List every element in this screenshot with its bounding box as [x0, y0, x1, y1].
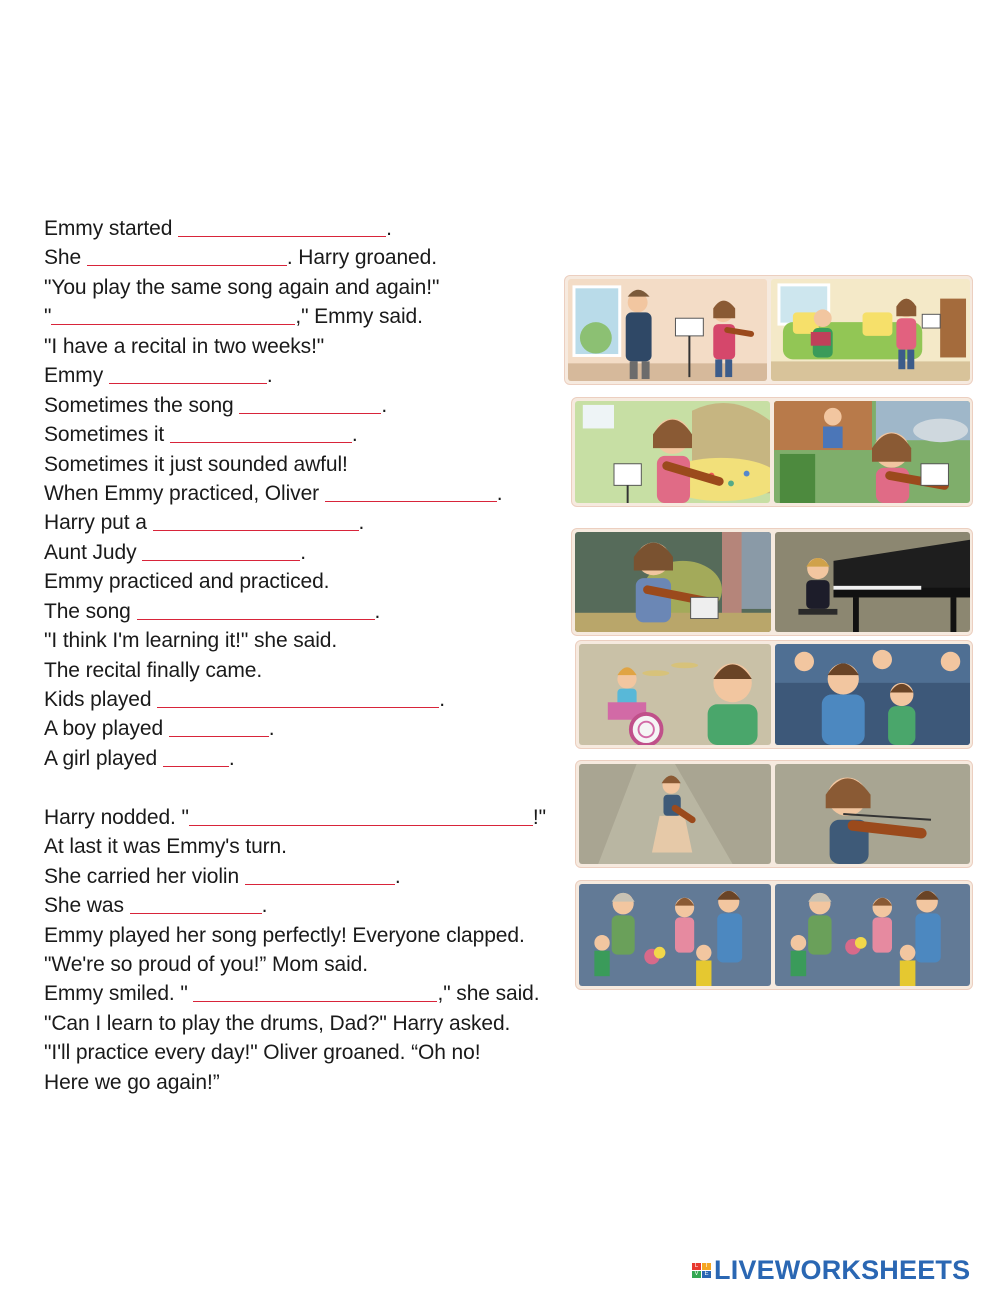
answer-blank[interactable] [325, 481, 497, 502]
story-line [44, 508, 584, 537]
emmy-violin-night-image [575, 532, 771, 632]
story-line-text: Here we go again!” [44, 1070, 220, 1094]
story-line [44, 656, 584, 685]
story-line-text: !" [532, 805, 546, 829]
story-line [44, 1009, 584, 1038]
illustration-row-3 [571, 528, 973, 636]
story-line-text: "You play the same song again and again!" [44, 275, 440, 299]
story-line-text: Sometimes it just sounded awful! [44, 452, 348, 476]
story-line-text: Sometimes the song [44, 393, 240, 417]
story-line [44, 450, 584, 479]
story-line [44, 538, 584, 567]
story-line-text: . [266, 364, 273, 388]
story-line-text: ," Emmy said. [295, 305, 423, 329]
illustration-row-6 [575, 880, 973, 990]
story-line [44, 479, 584, 508]
answer-blank[interactable] [178, 216, 386, 237]
story-line-text: . [381, 393, 388, 417]
story-line-text: . [228, 746, 235, 770]
story-line [44, 685, 584, 714]
story-line [44, 273, 584, 302]
story-line-text: . [261, 894, 268, 918]
story-line [44, 744, 584, 773]
logo-mark-tile: L [692, 1263, 701, 1270]
story-line-text: . [496, 481, 503, 505]
liveworksheets-logo-icon [692, 1263, 711, 1278]
story-line [44, 979, 584, 1008]
story-line-text: Harry put a [44, 511, 153, 535]
answer-blank[interactable] [142, 540, 300, 561]
answer-blank[interactable] [245, 864, 395, 885]
story-line-text: "I think I'm learning it!" she said. [44, 629, 338, 653]
story-line [44, 1038, 584, 1067]
story-line-text: A boy played [44, 717, 169, 741]
story-line-text: Emmy started [44, 217, 179, 240]
story-line-text: Sometimes it [44, 423, 170, 447]
liveworksheets-logo-text: LIVEWORKSHEETS [714, 1254, 971, 1285]
story-line-text: . [386, 217, 392, 240]
story-line-text: " [44, 305, 52, 329]
logo-mark-tile: V [692, 1271, 701, 1278]
story-line [44, 391, 584, 420]
answer-blank[interactable] [189, 805, 533, 826]
story-line-text: Emmy [44, 364, 109, 388]
answer-blank[interactable] [157, 687, 439, 708]
story-line [44, 862, 584, 891]
story-line [44, 332, 584, 361]
story-line-text: ," she said. [437, 982, 540, 1006]
teacher-violin-lesson-image [568, 279, 767, 381]
story-line-text: At last it was Emmy's turn. [44, 835, 287, 859]
emmy-practicing-living-room-image [771, 279, 970, 381]
story-line-text: Harry nodded. " [44, 805, 189, 829]
illustration-row-1 [564, 275, 973, 385]
answer-blank[interactable] [239, 393, 381, 414]
story-line [44, 420, 584, 449]
family-in-audience-image [775, 644, 970, 745]
liveworksheets-logo [692, 1255, 970, 1285]
family-celebrating-image [775, 884, 970, 986]
story-line-text: "I'll practice every day!" Oliver groaned. “Oh no! [44, 1041, 481, 1065]
story-line-text: Emmy practiced and practiced. [44, 570, 330, 594]
emmy-playing-on-stage-image [775, 764, 970, 864]
answer-blank[interactable] [169, 716, 269, 737]
story-line-text: . Harry groaned. [286, 246, 437, 270]
answer-blank[interactable] [163, 746, 229, 767]
story-line-text: . [374, 599, 381, 623]
story-line-text: "Can I learn to play the drums, Dad?" Harry asked. [44, 1011, 511, 1035]
story-line [44, 714, 584, 743]
story-line-text: When Emmy practiced, Oliver [44, 481, 325, 505]
family-with-flowers-image [579, 884, 771, 986]
logo-mark-tile: E [702, 1271, 711, 1278]
story-line [44, 803, 584, 832]
story-line [44, 214, 584, 243]
story-line-text: She [44, 246, 87, 270]
story-line-text: . [268, 717, 275, 741]
answer-blank[interactable] [153, 510, 359, 531]
story-line [44, 597, 584, 626]
story-line [44, 950, 584, 979]
story-line-text: The song [44, 599, 137, 623]
story-line [44, 243, 584, 272]
emmy-violin-bedroom-image [575, 401, 770, 503]
illustration-row-5 [575, 760, 973, 868]
story-line-text: The recital finally came. [44, 658, 263, 682]
story-line-text: . [358, 511, 365, 535]
illustration-row-4 [575, 640, 973, 749]
story-line [44, 567, 584, 596]
story-line [44, 921, 584, 950]
illustration-row-2 [571, 397, 973, 507]
answer-blank[interactable] [109, 363, 267, 384]
story-line [44, 773, 584, 802]
story-line [44, 302, 584, 331]
story-line-text: "I have a recital in two weeks!" [44, 334, 325, 358]
story-line-text: Aunt Judy [44, 540, 143, 564]
answer-blank[interactable] [137, 599, 375, 620]
story-line-text: Emmy smiled. " [44, 982, 194, 1006]
boy-playing-piano-image [775, 532, 970, 632]
story-line-text: Emmy played her song perfectly! Everyone clapped. [44, 923, 525, 947]
story-line [44, 891, 584, 920]
story-line-text: She carried her violin [44, 864, 245, 888]
story-line-text: . [394, 864, 401, 888]
logo-mark-tile: I [702, 1263, 711, 1270]
story-line [44, 1068, 584, 1097]
story-line-text: . [439, 688, 445, 711]
story-line [44, 832, 584, 861]
story-line [44, 626, 584, 655]
answer-blank[interactable] [130, 893, 262, 914]
answer-blank[interactable] [87, 245, 287, 266]
answer-blank[interactable] [51, 304, 295, 325]
answer-blank[interactable] [170, 422, 352, 443]
story-text [44, 214, 584, 1097]
oliver-window-practice-image [774, 401, 970, 503]
story-line [44, 361, 584, 390]
girl-playing-drums-image [579, 644, 771, 745]
story-line-text: She was [44, 894, 130, 918]
story-line-text: . [300, 540, 306, 564]
story-line-text: . [351, 423, 358, 447]
emmy-walking-on-stage-image [579, 764, 771, 864]
story-line-text: "We're so proud of you!” Mom said. [44, 952, 368, 976]
story-line-text: Kids played [44, 688, 158, 711]
answer-blank[interactable] [193, 981, 437, 1002]
story-line-text: A girl played [44, 746, 163, 770]
